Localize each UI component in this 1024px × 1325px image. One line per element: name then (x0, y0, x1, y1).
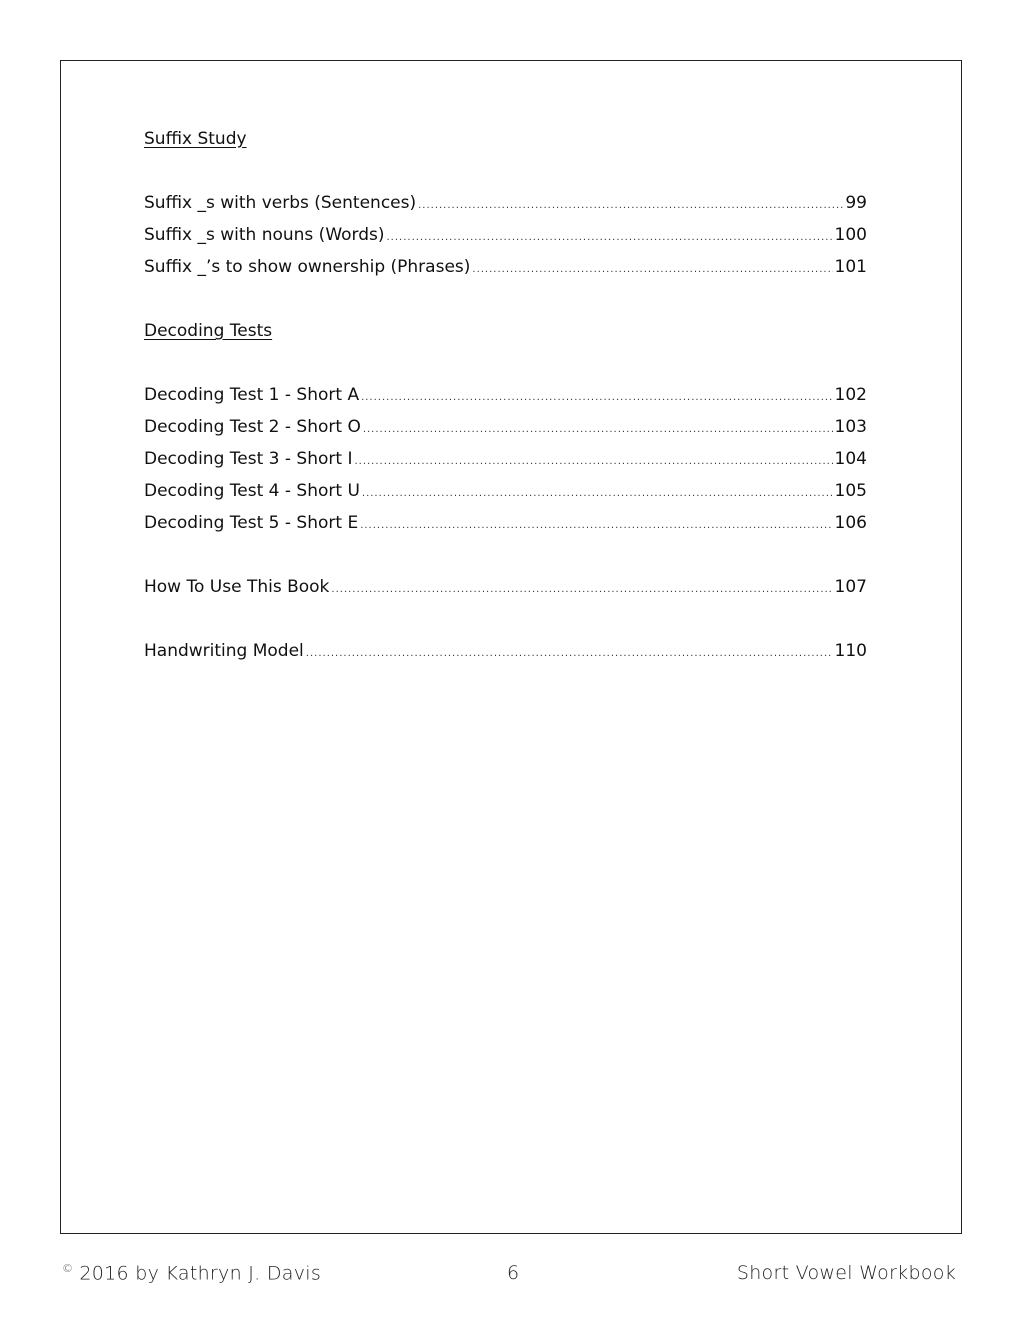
toc-entry (144, 445, 867, 477)
toc-entry (144, 253, 867, 285)
toc-entry (144, 477, 867, 509)
toc-entry-page: 100 (834, 225, 867, 245)
toc-entry-title: Decoding Test 1 - Short A (144, 385, 360, 405)
suffix-study-entries (144, 189, 867, 285)
section-heading-decoding-tests: Decoding Tests (144, 321, 273, 341)
book-title: Short Vowel Workbook (736, 1262, 956, 1284)
toc-entry (144, 413, 867, 445)
toc-entry-title: Decoding Test 2 - Short O (144, 417, 361, 437)
dot-leader (387, 224, 833, 252)
decoding-tests-entries (144, 381, 867, 541)
page-number: 6 (507, 1262, 520, 1284)
toc-entry-title: Decoding Test 5 - Short E (144, 513, 359, 533)
toc-entry-page: 106 (834, 513, 867, 533)
handwriting-group (144, 637, 867, 669)
toc-entry-title: How To Use This Book (144, 577, 330, 597)
dot-leader (331, 576, 832, 604)
toc-entry-title: Suffix _’s to show ownership (Phrases) (144, 257, 471, 277)
copyright-notice (62, 1262, 321, 1284)
toc-entry-page: 101 (834, 257, 867, 277)
toc-entry-page: 107 (834, 577, 867, 597)
table-of-contents (144, 125, 867, 701)
toc-entry-page: 103 (834, 417, 867, 437)
dot-leader (306, 640, 833, 668)
toc-entry-title: Suffix _s with nouns (Words) (144, 225, 385, 245)
toc-entry-how-to-use (144, 573, 867, 605)
how-to-use-group (144, 573, 867, 605)
toc-entry (144, 509, 867, 541)
toc-entry-title: Handwriting Model (144, 641, 304, 661)
toc-entry-handwriting-model (144, 637, 867, 669)
toc-entry-title: Decoding Test 3 - Short I (144, 449, 353, 469)
toc-entry (144, 189, 867, 221)
dot-leader (418, 192, 843, 220)
dot-leader (363, 416, 833, 444)
dot-leader (360, 512, 832, 540)
toc-entry-title: Decoding Test 4 - Short U (144, 481, 360, 501)
toc-entry-page: 104 (834, 449, 867, 469)
page-footer (62, 1262, 956, 1294)
toc-entry-page: 99 (845, 193, 867, 213)
dot-leader (354, 448, 832, 476)
toc-entry (144, 381, 867, 413)
toc-entry-page: 105 (834, 481, 867, 501)
toc-entry-page: 102 (834, 385, 867, 405)
dot-leader (361, 384, 832, 412)
toc-entry-page: 110 (834, 641, 867, 661)
copyright-icon: © (62, 1262, 74, 1275)
toc-entry (144, 221, 867, 253)
dot-leader (472, 256, 832, 284)
copyright-text: 2016 by Kathryn J. Davis (79, 1262, 322, 1285)
section-heading-suffix-study: Suffix Study (144, 129, 247, 149)
dot-leader (362, 480, 833, 508)
toc-entry-title: Suffix _s with verbs (Sentences) (144, 193, 417, 213)
